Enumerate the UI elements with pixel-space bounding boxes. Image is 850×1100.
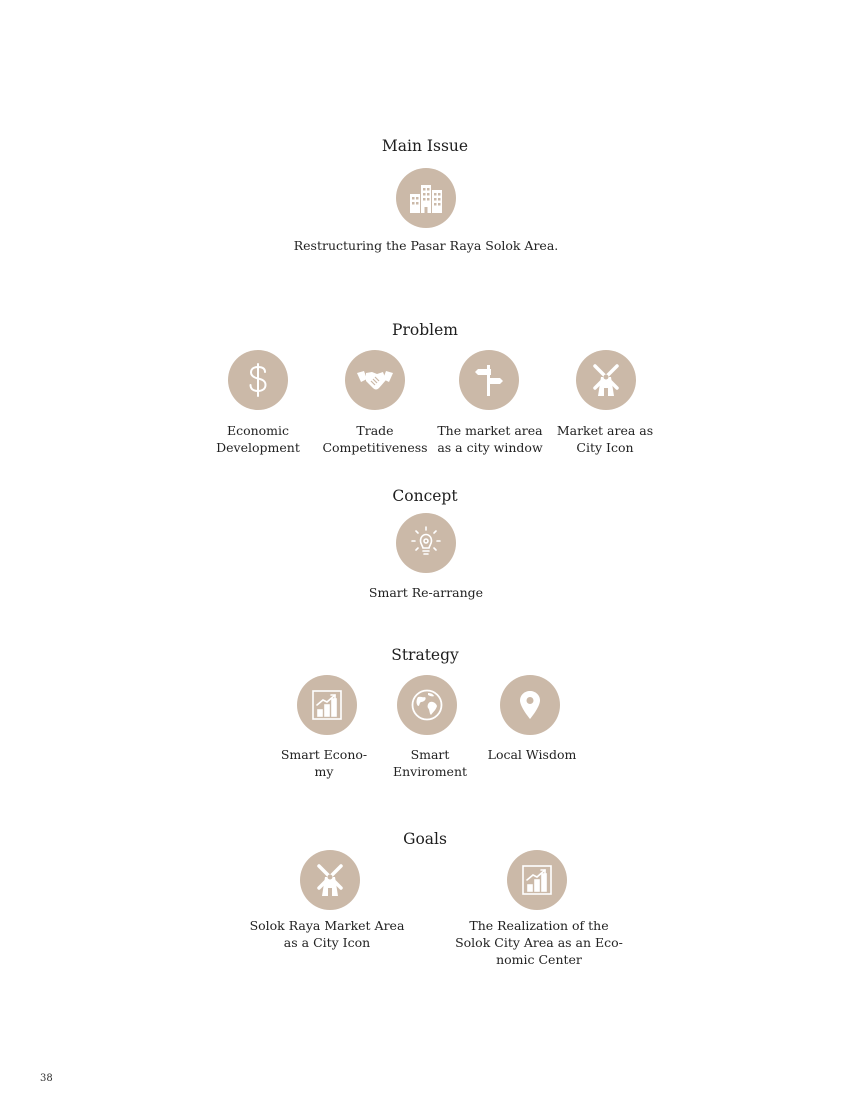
goals-label-1: Solok Raya Market Area as a City Icon bbox=[249, 918, 405, 950]
strategy-label-1: Smart Econo- my bbox=[280, 747, 368, 779]
windmill-icon bbox=[300, 850, 360, 910]
strategy-heading: Strategy bbox=[391, 646, 459, 664]
main-issue-label: Restructuring the Pasar Raya Solok Area. bbox=[293, 238, 559, 253]
windmill-icon bbox=[576, 350, 636, 410]
main-issue-heading: Main Issue bbox=[381, 137, 469, 155]
city-buildings-icon bbox=[396, 168, 456, 228]
goals-label-2: The Realization of the Solok City Area as an Eco- nomic Center bbox=[455, 918, 623, 967]
concept-heading: Concept bbox=[392, 487, 458, 505]
page-number: 38 bbox=[40, 1073, 53, 1084]
problem-label-4: Market area as City Icon bbox=[556, 423, 654, 455]
bar-chart-icon bbox=[297, 675, 357, 735]
problem-label-2: Trade Competitiveness bbox=[322, 423, 428, 455]
goals-heading: Goals bbox=[403, 830, 447, 848]
problem-heading: Problem bbox=[392, 321, 458, 339]
bar-chart-icon bbox=[507, 850, 567, 910]
lightbulb-icon bbox=[396, 513, 456, 573]
strategy-label-3: Local Wisdom bbox=[487, 747, 577, 762]
concept-label: Smart Re-arrange bbox=[368, 585, 484, 600]
problem-label-1: Economic Development bbox=[216, 423, 300, 455]
signpost-icon bbox=[459, 350, 519, 410]
strategy-label-2: Smart Enviroment bbox=[392, 747, 468, 779]
map-pin-icon bbox=[500, 675, 560, 735]
problem-label-3: The market area as a city window bbox=[437, 423, 543, 455]
dollar-icon bbox=[228, 350, 288, 410]
globe-icon bbox=[397, 675, 457, 735]
handshake-icon bbox=[345, 350, 405, 410]
